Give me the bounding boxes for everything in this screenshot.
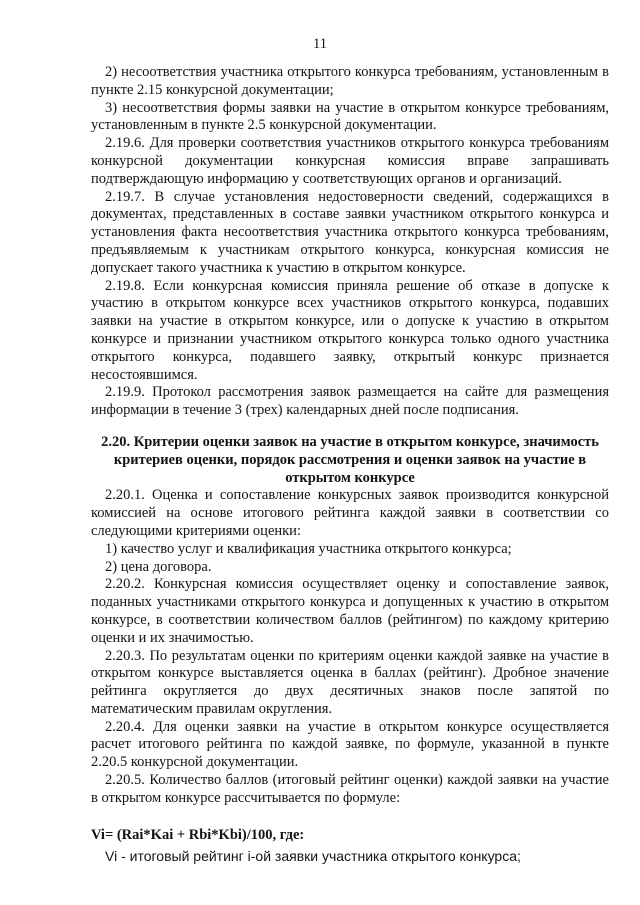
formula-definition: Vi - итоговый рейтинг i-ой заявки участника открытого конкурса; bbox=[105, 848, 521, 865]
paragraph: 2.20.2. Конкурсная комиссия осуществляет оценку и сопоставление заявок, поданных участниками открытого конкурса и допущенных к участию в открытом конкурсе, в соответствии количеством баллов (рейтингом) по каждому критерию оценки и их значимостью. bbox=[91, 576, 609, 646]
page-number: 11 bbox=[313, 36, 327, 52]
section-heading: 2.20. Критерии оценки заявок на участие в открытом конкурсе, значимость критериев оценки, порядок рассмотрения и оценки заявок на участие в открытом конкурсе bbox=[101, 433, 599, 486]
paragraph: 2.20.4. Для оценки заявки на участие в открытом конкурсе осуществляется расчет итогового рейтинга по каждой заявке, по формуле, указанной в пункте 2.20.5 конкурсной документации. bbox=[91, 718, 609, 771]
paragraph: 2) несоответствия участника открытого конкурса требованиям, установленным в пункте 2.15 конкурсной документации; bbox=[91, 64, 609, 98]
paragraph: 2.20.1. Оценка и сопоставление конкурсных заявок производится конкурсной комиссией на основе итогового рейтинга каждой заявки в соответствии со следующими критериями оценки: bbox=[91, 487, 609, 539]
list-item: 1) качество услуг и квалификация участника открытого конкурса; bbox=[105, 540, 512, 557]
list-item: 2) цена договора. bbox=[105, 558, 212, 575]
paragraph: 3) несоответствия формы заявки на участие в открытом конкурсе требованиям, установленным в пункте 2.5 конкурсной документации. bbox=[91, 99, 609, 134]
paragraph: 2.19.7. В случае установления недостоверности сведений, содержащихся в документах, представленных в составе заявки участником открытого конкурса и установления факта несоответствия участника открытого конкурса требованиям, предъявляемым к участникам открытого конкурса, конкурсная комиссия не допускает такого участника к участию в открытом конкурсе. bbox=[91, 188, 609, 276]
paragraph: 2.20.5. Количество баллов (итоговый рейтинг оценки) каждой заявки на участие в открытом конкурсе рассчитывается по формуле: bbox=[91, 772, 609, 806]
rating-formula: Vi= (Rai*Kai + Rbi*Kbi)/100, где: bbox=[91, 826, 305, 843]
paragraph: 2.19.6. Для проверки соответствия участников открытого конкурса требованиям конкурсной документации конкурсная комиссия вправе запрашивать подтверждающую информацию у соответствующих органов и организаций. bbox=[91, 135, 609, 187]
paragraph: 2.19.9. Протокол рассмотрения заявок размещается на сайте для размещения информации в течение 3 (трех) календарных дней после подписания. bbox=[91, 384, 609, 419]
document-body bbox=[91, 64, 609, 866]
paragraph: 2.19.8. Если конкурсная комиссия приняла решение об отказе в допуске к участию в открытом конкурсе всех участников открытого конкурса, подавших заявки на участие в открытом конкурсе, или о допуске к участию в открытом конкурсе и признании участником открытого конкурса только одного участника открытого конкурса, подавшего заявку, открытый конкурс признается несостоявшимся. bbox=[91, 277, 609, 383]
paragraph: 2.20.3. По результатам оценки по критериям оценки каждой заявке на участие в открытом конкурсе выставляется оценка в баллах (рейтинг). Дробное значение рейтинга округляется до двух десятичных знаков после запятой по математическим правилам округления. bbox=[91, 647, 609, 717]
